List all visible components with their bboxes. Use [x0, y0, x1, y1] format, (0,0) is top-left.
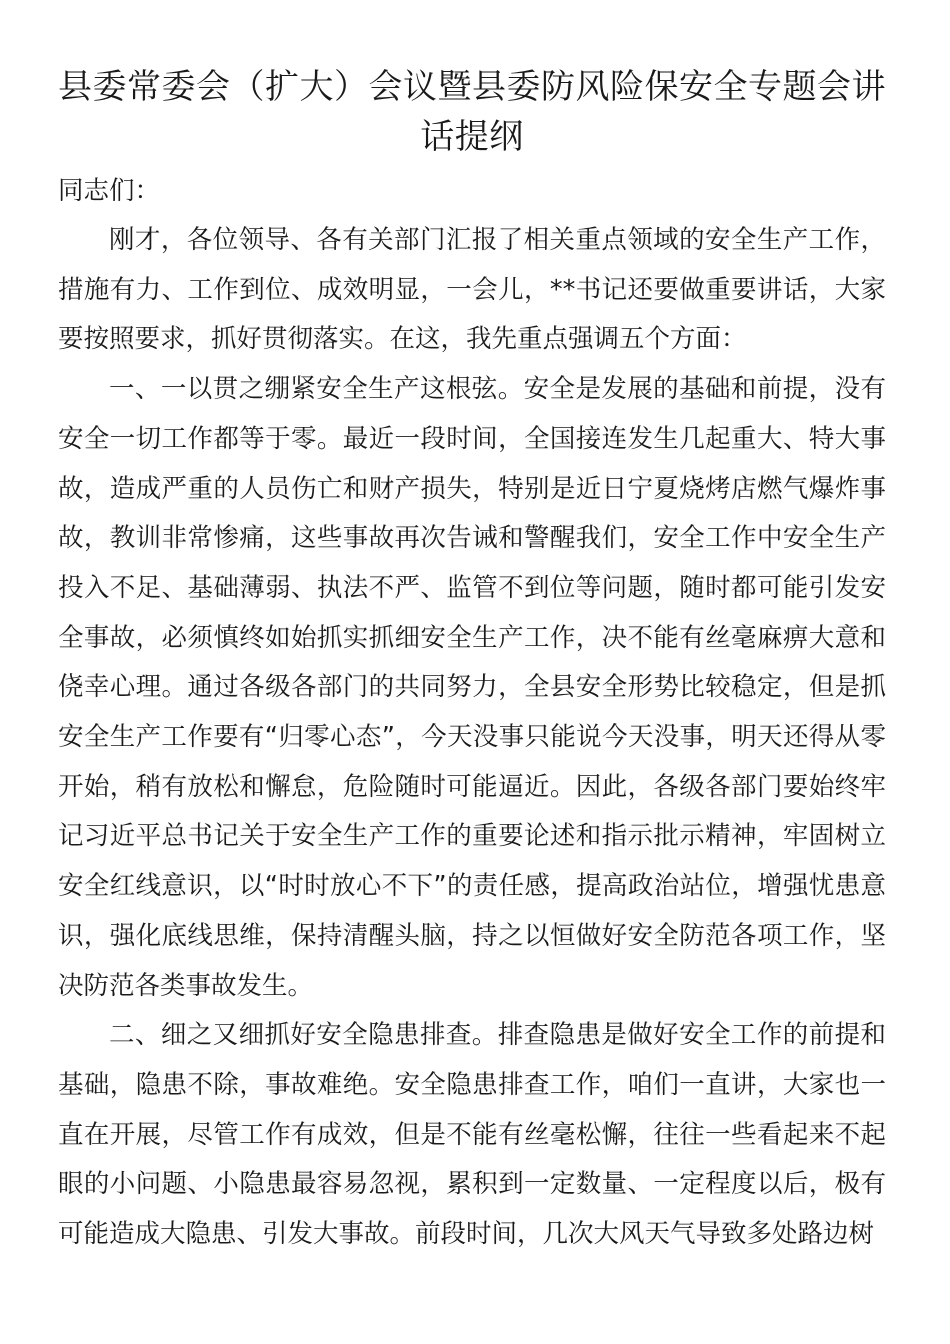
document-title: 县委常委会（扩大）会议暨县委防风险保安全专题会讲话提纲	[58, 67, 886, 157]
document-page	[58, 62, 886, 1260]
paragraph-intro: 刚才，各位领导、各有关部门汇报了相关重点领域的安全生产工作，措施有力、工作到位、成效明显，一会儿，**书记还要做重要讲话，大家要按照要求，抓好贯彻落实。在这，我先重点强调五个方面：	[58, 225, 886, 355]
paragraph-section-one: 一、一以贯之绷紧安全生产这根弦。安全是发展的基础和前提，没有安全一切工作都等于零。最近一段时间，全国接连发生几起重大、特大事故，造成严重的人员伤亡和财产损失，特别是近日宁夏烧烤店燃气爆炸事故，教训非常惨痛，这些事故再次告诫和警醒我们，安全工作中安全生产投入不足、基础薄弱、执法不严、监管不到位等问题，随时都可能引发安全事故，必须慎终如始抓实抓细安全生产工作，决不能有丝毫麻痹大意和侥幸心理。通过各级各部门的共同努力，全县安全形势比较稳定，但是抓安全生产工作要有“归零心态”，今天没事只能说今天没事，明天还得从零开始，稍有放松和懈怠，危险随时可能逼近。因此，各级各部门要始终牢记习近平总书记关于安全生产工作的重要论述和指示批示精神，牢固树立安全红线意识，以“时时放心不下”的责任感，提高政治站位，增强忧患意识，强化底线思维，保持清醒头脑，持之以恒做好安全防范各项工作，坚决防范各类事故发生。	[58, 374, 886, 1001]
salutation: 同志们：	[58, 176, 161, 206]
paragraph-section-two: 二、细之又细抓好安全隐患排查。排查隐患是做好安全工作的前提和基础，隐患不除，事故难绝。安全隐患排查工作，咱们一直讲，大家也一直在开展，尽管工作有成效，但是不能有丝毫松懈，往往一些看起来不起眼的小问题、小隐患最容易忽视，累积到一定数量、一定程度以后，极有可能造成大隐患、引发大事故。前段时间，几次大风天气导致多处路边树	[58, 1020, 886, 1250]
